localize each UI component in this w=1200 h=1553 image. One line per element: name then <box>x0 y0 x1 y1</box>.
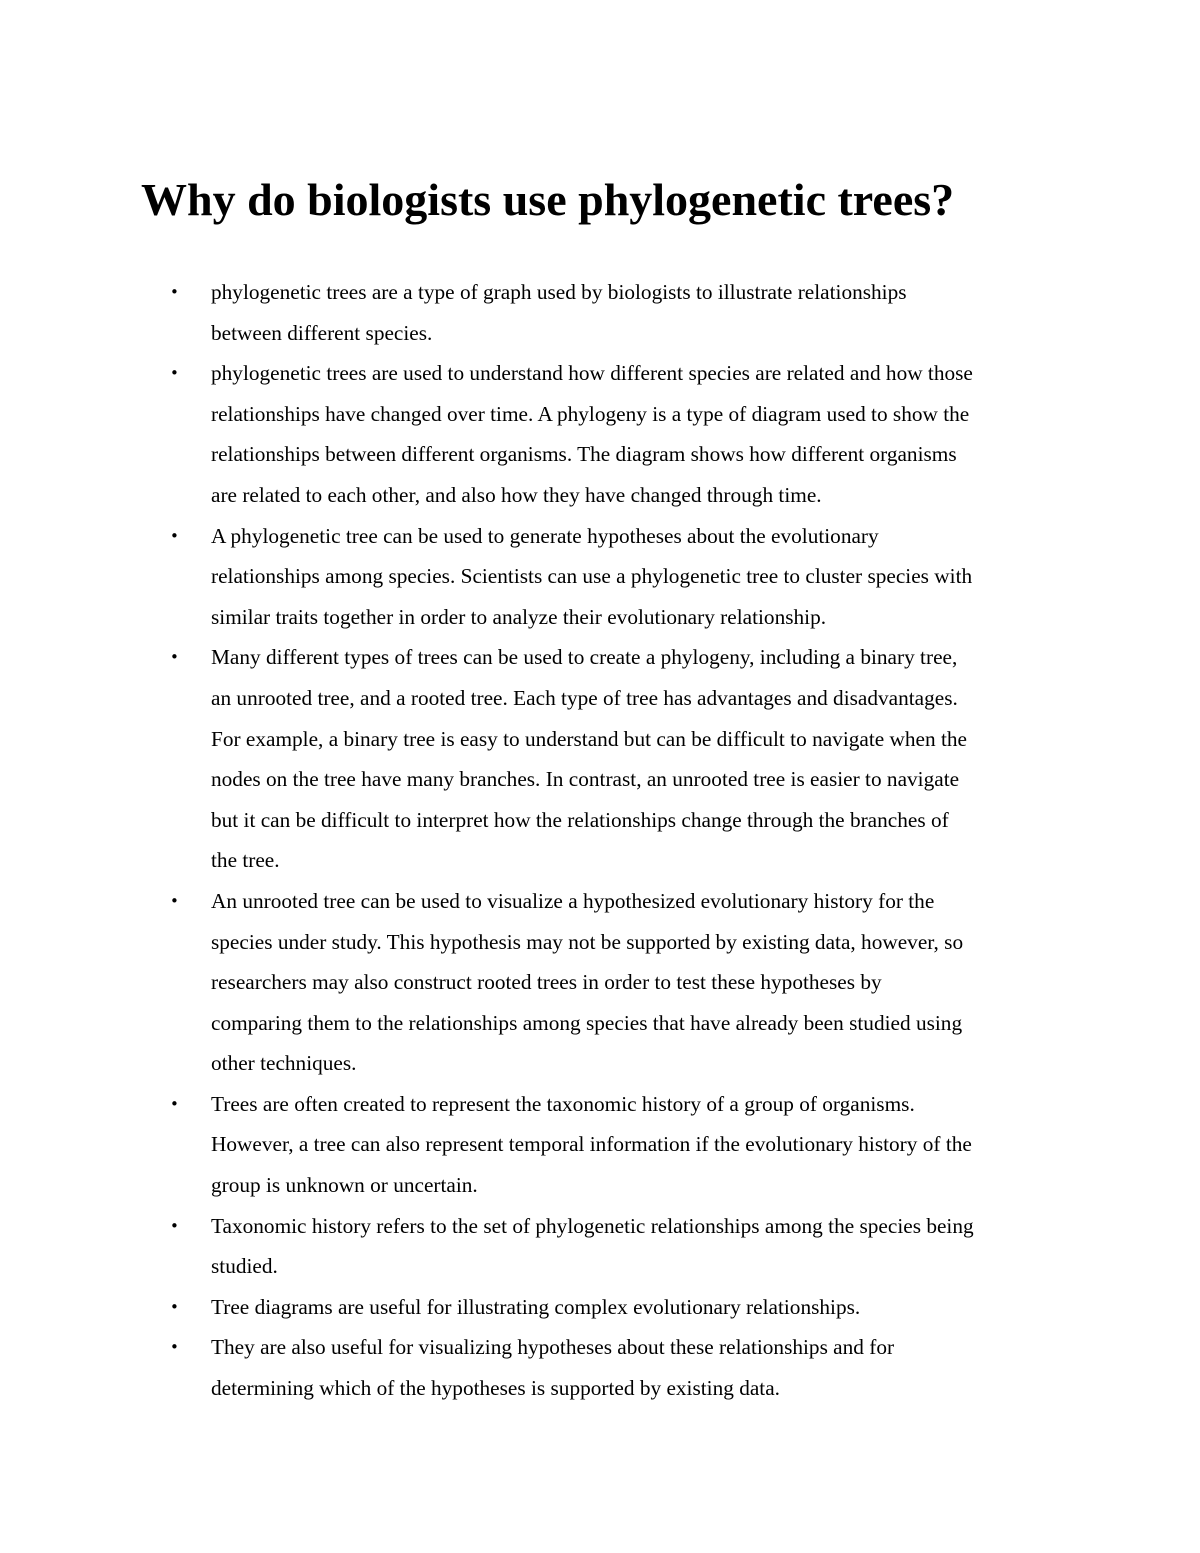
list-item-text-line: An unrooted tree can be used to visualize a hypothesized evolutionary history for the <box>211 888 935 913</box>
list-item-text-line: other techniques. <box>211 1051 357 1076</box>
list-item-text-line: an unrooted tree, and a rooted tree. Each type of tree has advantages and disadvantages. <box>211 685 958 710</box>
list-item-text-line: between different species. <box>211 320 433 345</box>
list-item <box>170 1084 1070 1206</box>
list-item-text-line: studied. <box>211 1254 278 1279</box>
bullet-icon: • <box>170 526 179 545</box>
list-item-text-line: Tree diagrams are useful for illustrating complex evolutionary relationships. <box>211 1294 861 1319</box>
bullet-icon: • <box>170 283 179 301</box>
list-item-text-line: relationships between different organisms. The diagram shows how different organisms <box>211 442 957 467</box>
list-item-text-line: phylogenetic trees are used to understand how different species are related and how those <box>211 361 973 386</box>
list-item-text-line: the tree. <box>211 848 280 873</box>
bullet-icon: • <box>170 1338 179 1357</box>
list-item-text-line: Taxonomic history refers to the set of phylogenetic relationships among the species being <box>211 1213 974 1238</box>
list-item-text-line: determining which of the hypotheses is supported by existing data. <box>211 1376 780 1401</box>
list-item-text-line: For example, a binary tree is easy to understand but can be difficult to navigate when the <box>211 726 967 751</box>
list-item <box>170 637 1070 881</box>
list-item <box>170 353 1070 515</box>
list-item-text-line: Trees are often created to represent the taxonomic history of a group of organisms. <box>211 1091 915 1116</box>
list-item-text-line: researchers may also construct rooted trees in order to test these hypotheses by <box>211 970 882 995</box>
list-item-text-line: A phylogenetic tree can be used to generate hypotheses about the evolutionary <box>211 523 879 548</box>
list-item-text-line: are related to each other, and also how they have changed through time. <box>211 482 822 507</box>
list-item-text-line: relationships have changed over time. A phylogeny is a type of diagram used to show the <box>211 401 970 426</box>
list-item-text-line: However, a tree can also represent temporal information if the evolutionary history of the <box>211 1132 972 1157</box>
list-item <box>170 272 1070 353</box>
bullet-icon: • <box>170 1094 179 1113</box>
list-item-text-line: group is unknown or uncertain. <box>211 1173 478 1198</box>
list-item <box>170 1327 1070 1408</box>
page-title: Why do biologists use phylogenetic trees? <box>141 174 955 225</box>
list-item-text-line: relationships among species. Scientists can use a phylogenetic tree to cluster species with <box>211 564 973 589</box>
list-item-text-line: phylogenetic trees are a type of graph used by biologists to illustrate relationships <box>211 280 907 304</box>
list-item-text-line: They are also useful for visualizing hypotheses about these relationships and for <box>211 1335 895 1360</box>
bullet-icon: • <box>170 1216 179 1235</box>
list-item-text-line: similar traits together in order to analyze their evolutionary relationship. <box>211 604 827 629</box>
list-item-text-line: but it can be difficult to interpret how the relationships change through the branches of <box>211 807 949 832</box>
list-item <box>170 516 1070 638</box>
list-item-text-line: Many different types of trees can be used to create a phylogeny, including a binary tree, <box>211 645 958 670</box>
list-item <box>170 1206 1070 1287</box>
list-item-text-line: comparing them to the relationships among species that have already been studied using <box>211 1010 963 1035</box>
bullet-icon: • <box>170 364 179 383</box>
list-item-text-line: nodes on the tree have many branches. In contrast, an unrooted tree is easier to navigate <box>211 767 960 792</box>
bullet-icon: • <box>170 1297 179 1316</box>
list-item-text-line: species under study. This hypothesis may not be supported by existing data, however, so <box>211 929 964 954</box>
list-item <box>170 1287 1070 1328</box>
list-item <box>170 881 1070 1084</box>
bullet-icon: • <box>170 648 179 667</box>
bullet-list <box>170 272 1070 1409</box>
bullet-icon: • <box>170 891 179 910</box>
